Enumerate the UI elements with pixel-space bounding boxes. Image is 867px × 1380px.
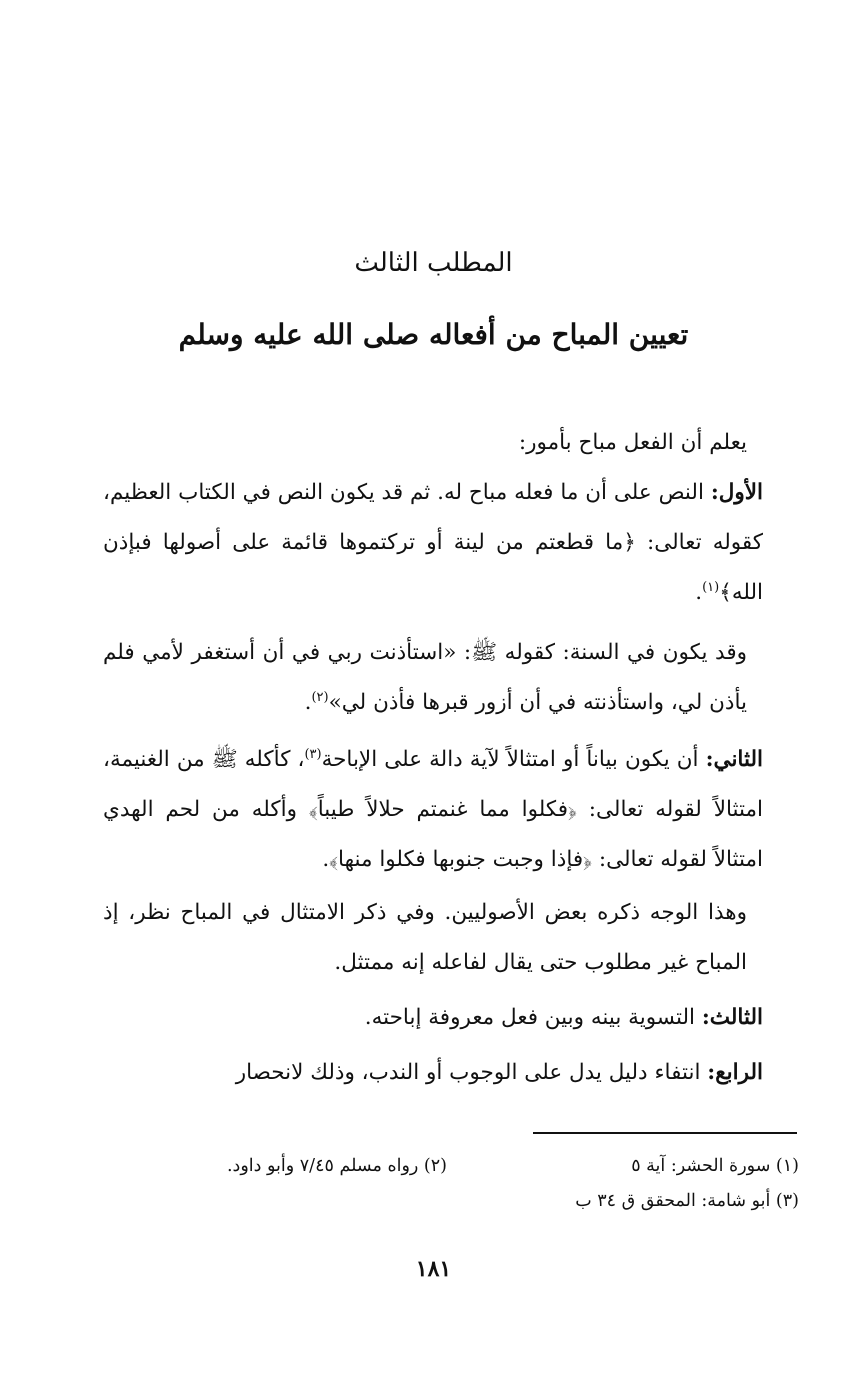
- footnote-ref-1: (١): [702, 579, 720, 595]
- footnote-ref-3: (٣): [304, 746, 322, 762]
- text-third: التسوية بينه وبين فعل معروفة إباحته.: [364, 1005, 702, 1030]
- footnote-2: (٢) رواه مسلم ٧/٤٥ وأبو داود.: [226, 1156, 447, 1176]
- text-first-end: .: [695, 580, 703, 605]
- footnote-ref-2: (٢): [311, 689, 329, 705]
- footnote-3: (٣) أبو شامة: المحقق ق ٣٤ ب: [575, 1191, 799, 1211]
- paragraph-remark: وهذا الوجه ذكره بعض الأصوليين. وفي ذكر الامتثال في المباح نظر، إذ المباح غير مطلوب حتى يقال لفاعله إنه ممتثل.: [103, 900, 747, 975]
- lead-first: الأول:: [710, 480, 763, 505]
- text-second-b: ، كأكله ﷺ من الغنيمة، امتثالاً لقوله تعالى: ﴿فكلوا مما غنمتم حلالاً طيباً﴾ وأكله من لحم الهدي امتثالاً لقوله تعالى: ﴿فإذا وجبت جنوبها فكلوا منها﴾.: [103, 747, 763, 872]
- text-second-a: أن يكون بياناً أو امتثالاً لآية دالة على الإباحة: [321, 747, 706, 772]
- text-sunnah-end: .: [304, 690, 312, 715]
- footnote-divider: [533, 1132, 797, 1134]
- paragraph-second: [103, 735, 763, 885]
- intro-paragraph: يعلم أن الفعل مباح بأمور:: [518, 430, 747, 455]
- page-number: ١٨١: [415, 1256, 452, 1282]
- paragraph-first: [103, 468, 763, 618]
- footnote-1: (١) سورة الحشر: آية ٥: [631, 1156, 799, 1176]
- lead-second: الثاني:: [705, 747, 763, 772]
- paragraph-sunnah: [103, 628, 747, 728]
- section-label: المطلب الثالث: [354, 248, 513, 278]
- lead-fourth: الرابع:: [707, 1060, 763, 1085]
- paragraph-third: [103, 993, 763, 1043]
- text-sunnah: وقد يكون في السنة: كقوله ﷺ: «استأذنت ربي في أن أستغفر لأمي فلم يأذن لي، واستأذنته في أن أزور قبرها فأذن لي»: [103, 640, 747, 715]
- lead-third: الثالث:: [701, 1005, 763, 1030]
- section-title: تعيين المباح من أفعاله صلى الله عليه وسلم: [178, 318, 689, 351]
- text-first: النص على أن ما فعله مباح له. ثم قد يكون النص في الكتاب العظيم، كقوله تعالى: ﴿ما قطعتم من لينة أو تركتموها قائمة على أصولها فبإذن الله﴾: [103, 480, 763, 605]
- text-fourth: انتفاء دليل يدل على الوجوب أو الندب، وذلك لانحصار: [235, 1060, 708, 1085]
- paragraph-fourth: [103, 1048, 763, 1098]
